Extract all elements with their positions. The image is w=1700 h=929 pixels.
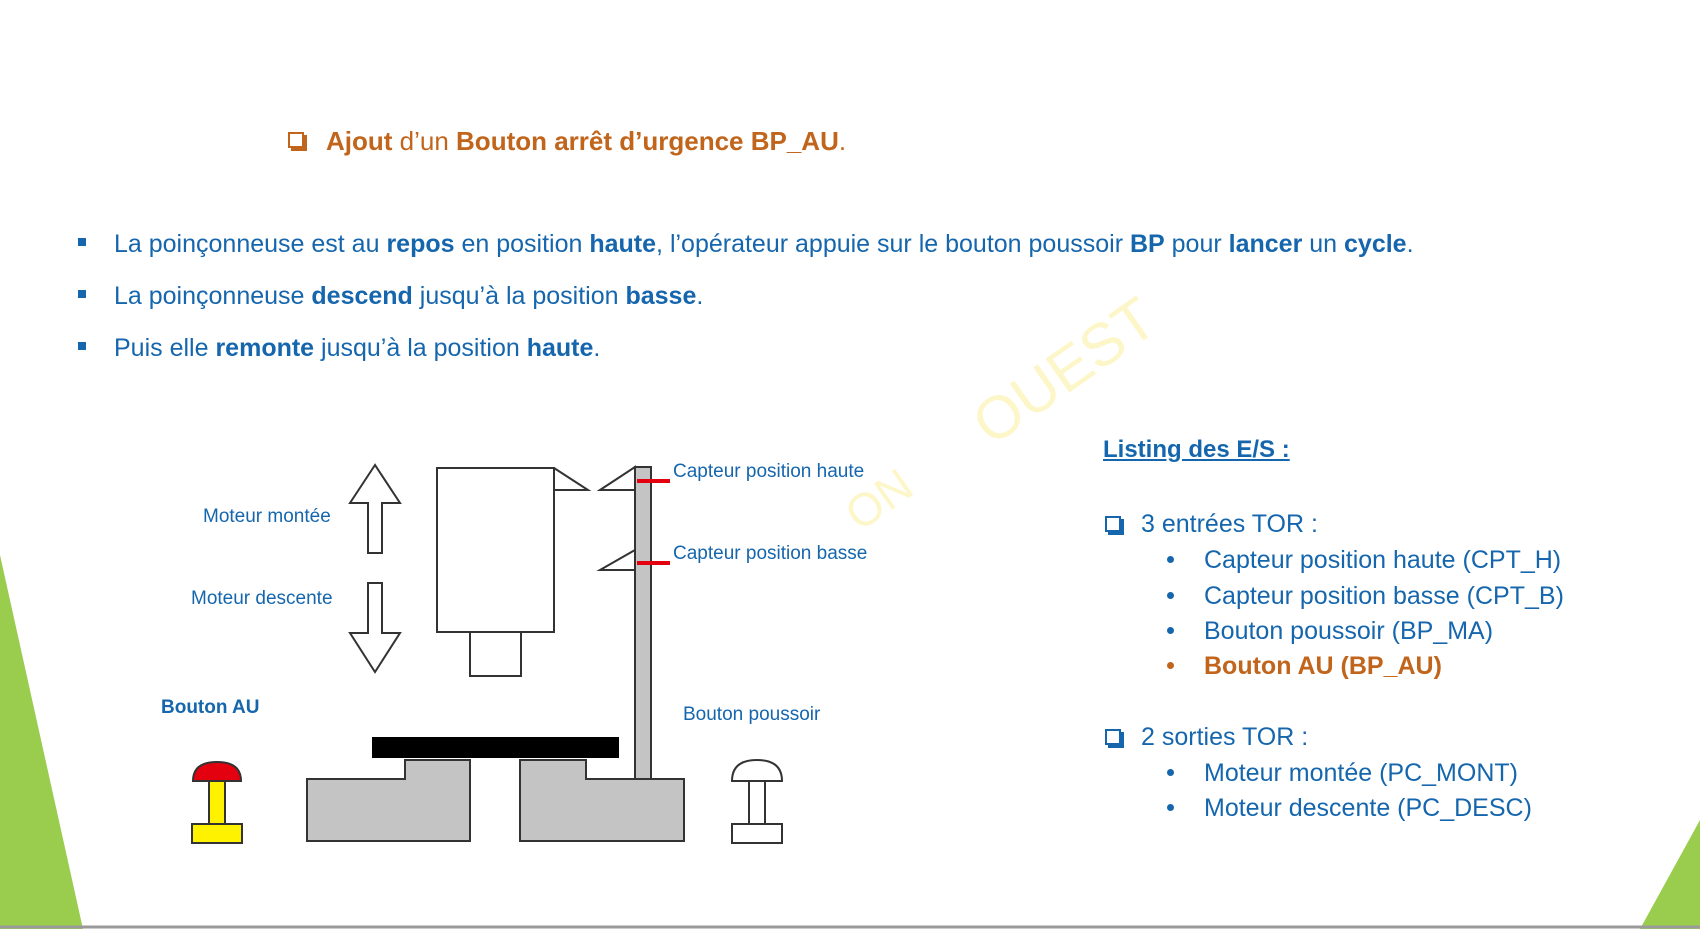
lower-cam [600,550,635,570]
list-item: Moteur montée (PC_MONT) [1167,759,1518,788]
dot-bullet-icon [1167,769,1174,776]
upper-cam [600,467,635,490]
checkbox-bullet-icon [1105,729,1121,745]
slide-title: Ajout d’un Bouton arrêt d’urgence BP_AU. [288,126,846,157]
down-arrow-icon [350,583,400,672]
list-item: Bouton poussoir (BP_MA) [1167,617,1493,646]
label-moteur-montee: Moteur montée [203,506,331,527]
checkbox-bullet-icon [1105,516,1121,532]
press-tab [554,468,588,490]
guide-column [635,467,651,779]
die-plate [372,737,619,758]
base-right [520,760,684,841]
list-item: Moteur descente (PC_DESC) [1167,794,1532,823]
label-bouton-poussoir: Bouton poussoir [683,704,821,725]
label-moteur-descente: Moteur descente [191,588,333,609]
dot-bullet-icon [1167,556,1174,563]
bullet-1: La poinçonneuse est au repos en position haute, l’opérateur appuie sur le bouton poussoir BP pour lancer un cycle. [78,230,1414,259]
watermark: OUEST [960,284,1169,458]
bullet-3: Puis elle remonte jusqu’à la position haute. [78,334,600,363]
emergency-button-icon [192,762,242,843]
push-button-icon [732,760,782,843]
dot-bullet-icon [1167,592,1174,599]
press-body [437,468,554,632]
listing-title: Listing des E/S : [1103,436,1290,463]
label-bouton-au: Bouton AU [161,697,260,718]
watermark-2: ON [835,458,922,541]
punch-tool [470,632,521,676]
base-left [307,760,470,841]
list-item-au: Bouton AU (BP_AU) [1167,652,1442,681]
inputs-group-title: 3 entrées TOR : [1105,510,1318,539]
up-arrow-icon [350,465,400,553]
bullet-2: La poinçonneuse descend jusqu’à la position basse. [78,282,703,311]
dot-bullet-icon [1167,662,1174,669]
label-capteur-haute: Capteur position haute [673,461,865,482]
dot-bullet-icon [1167,627,1174,634]
outputs-group-title: 2 sorties TOR : [1105,723,1308,752]
label-capteur-basse: Capteur position basse [673,543,868,564]
list-item: Capteur position haute (CPT_H) [1167,546,1561,575]
dot-bullet-icon [1167,804,1174,811]
list-item: Capteur position basse (CPT_B) [1167,582,1564,611]
